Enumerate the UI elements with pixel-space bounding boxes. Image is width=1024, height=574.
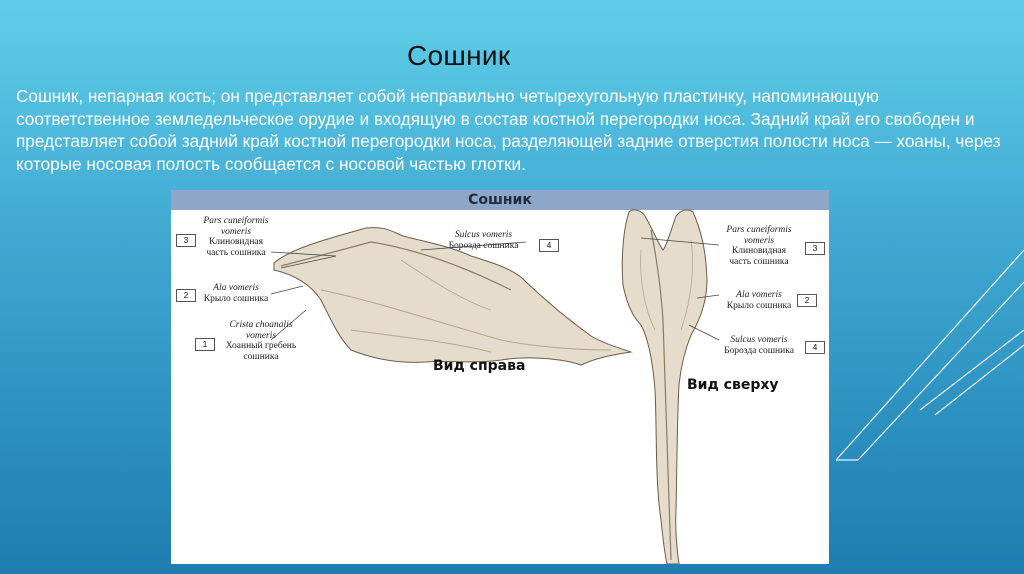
vomer-illustration [171, 190, 829, 564]
label-number-4-left: 4 [539, 239, 559, 252]
slide-title: Сошник [407, 40, 511, 71]
figure-header-title: Сошник [468, 192, 532, 208]
annotation-ala-vomeris-left: Ala vomeris Крыло сошника [203, 283, 269, 304]
annotation-ala-vomeris-right: Ala vomeris Крыло сошника [726, 290, 792, 311]
label-number-3-left: 3 [176, 234, 196, 247]
annotation-pars-cuneiformis-left: Pars cuneiformis vomeris Клиновидная часть сошника [203, 216, 269, 258]
slide-body-text: Сошник, непарная кость; он представляет собой неправильно четырехугольную пластинку, напоминающую соответственное земледельческое орудие и входящую в состав костной перегородки носа. Задний край его свободен и представляет собой задний край костной перегородки носа, разделяющей задние отверстия полости носа — хоаны, через которые носовая полость сообщается с носовой частью глотки. [16, 86, 1001, 174]
label-number-4-right: 4 [805, 341, 825, 354]
label-number-1-left: 1 [195, 338, 215, 351]
annotation-sulcus-vomeris-right: Sulcus vomeris Борозда сошника [724, 335, 794, 356]
view-label-right-side: Вид справа [433, 358, 526, 374]
label-number-3-right: 3 [805, 242, 825, 255]
label-number-2-left: 2 [176, 289, 196, 302]
annotation-sulcus-vomeris-left: Sulcus vomeris Борозда сошника [448, 230, 519, 251]
label-number-2-right: 2 [797, 294, 817, 307]
annotation-pars-cuneiformis-right: Pars cuneiformis vomeris Клиновидная часть сошника [726, 225, 792, 267]
annotation-crista-choanalis: Crista choanalis vomeris Хоанный гребень сошника [225, 320, 297, 362]
view-label-top: Вид сверху [687, 377, 779, 393]
